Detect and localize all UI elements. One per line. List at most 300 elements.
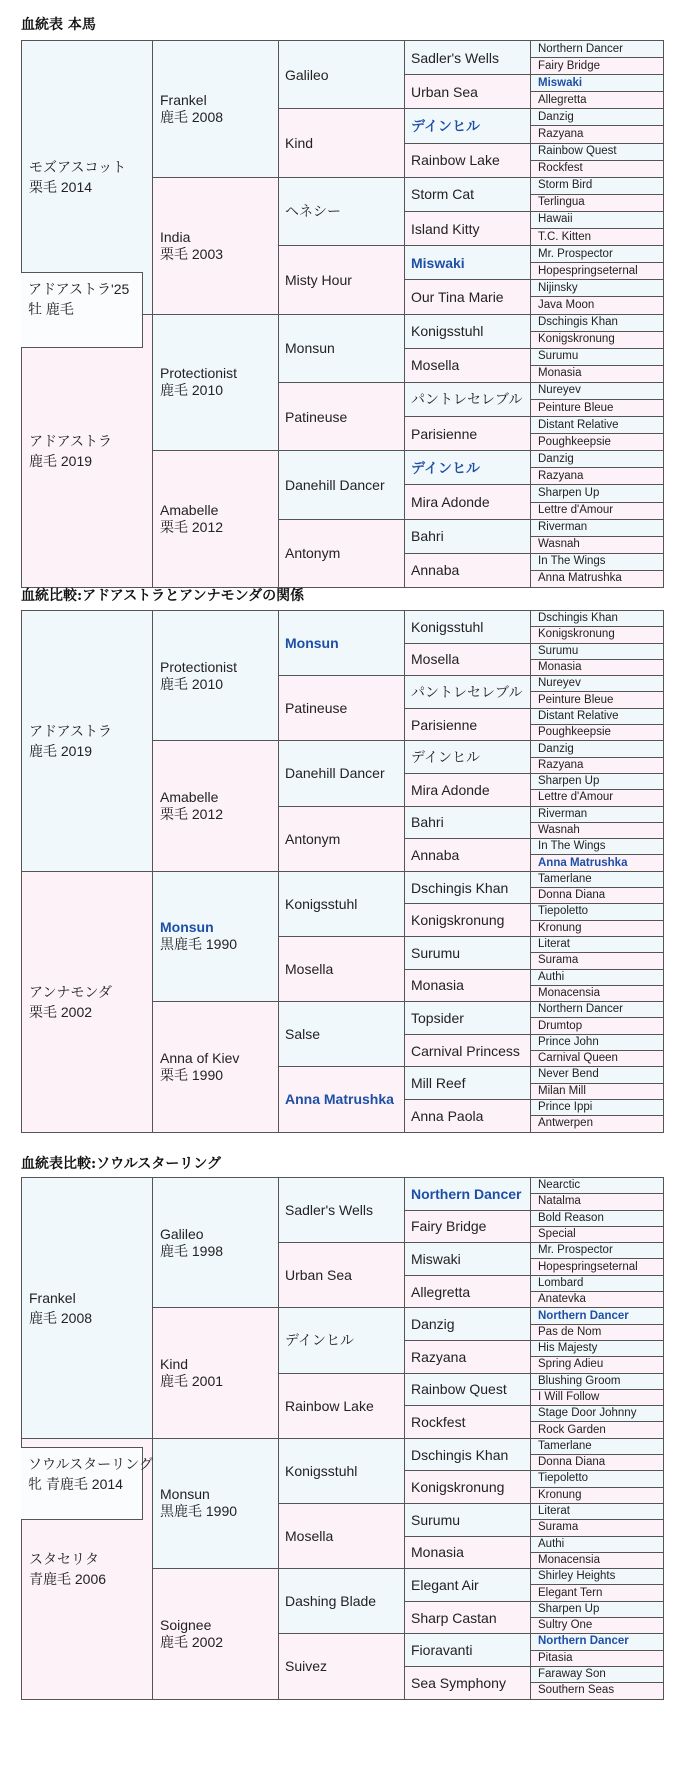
- ancestor-name: Kind: [285, 135, 314, 152]
- ancestor-gen2: [153, 314, 279, 451]
- ancestor-gen5: [531, 839, 664, 855]
- ancestor-name: Dashing Blade: [285, 1593, 377, 1610]
- ancestor-name: Mosella: [411, 357, 460, 374]
- ancestor-gen4: [405, 75, 531, 109]
- ancestor-name: Miswaki: [538, 76, 583, 89]
- ancestor-name: Monsun: [285, 635, 339, 652]
- ancestor-gen3: [279, 611, 405, 676]
- ancestor-name: Mira Adonde: [411, 781, 490, 798]
- ancestor-name: Bold Reason: [538, 1211, 604, 1224]
- ancestor-gen4: [405, 417, 531, 451]
- ancestor-gen3: [279, 871, 405, 936]
- ancestor-gen4: [405, 904, 531, 937]
- ancestor-gen4: [405, 1503, 531, 1536]
- ancestor-name: Terlingua: [538, 196, 585, 209]
- ancestor-name: Dschingis Khan: [538, 316, 618, 329]
- ancestor-name: アンナモンダ: [29, 983, 112, 1000]
- ancestor-gen4: [405, 553, 531, 587]
- ancestor-gen5: [531, 1503, 664, 1519]
- ancestor-name: Protectionist: [160, 658, 238, 675]
- ancestor-name: Stage Door Johnny: [538, 1407, 637, 1420]
- ancestor-gen2: [153, 611, 279, 741]
- ancestor-gen5: [531, 627, 664, 643]
- ancestor-name: Mr. Prospector: [538, 1244, 613, 1257]
- ancestor-name: I Will Follow: [538, 1391, 600, 1403]
- ancestor-name: Nureyev: [538, 677, 581, 690]
- ancestor-gen5: [531, 382, 664, 399]
- ancestor-name: Rockfest: [411, 1413, 466, 1430]
- ancestor-name: Tamerlane: [538, 872, 592, 885]
- ancestor-gen4: [405, 1067, 531, 1100]
- ancestor-gen2: [153, 741, 279, 871]
- ancestor-gen4: [405, 1601, 531, 1634]
- ancestor-gen3: [279, 382, 405, 450]
- ancestor-info: 黒鹿毛 1990: [160, 936, 238, 953]
- ancestor-name: Anatevka: [538, 1293, 586, 1306]
- ancestor-gen5: [531, 502, 664, 519]
- ancestor-name: Frankel: [160, 91, 207, 108]
- ancestor-name: Poughkeepsie: [538, 726, 611, 739]
- ancestor-name: Distant Relative: [538, 418, 619, 431]
- pedigree-table: [21, 610, 664, 1133]
- ancestor-gen5: [531, 1194, 664, 1210]
- section-title: 血統比較:アドアストラとアンナモンダの関係: [21, 588, 305, 604]
- ancestor-gen5: [531, 676, 664, 692]
- ancestor-name: Konigsstuhl: [411, 323, 484, 340]
- ancestor-gen5: [531, 1422, 664, 1438]
- ancestor-gen3: [279, 741, 405, 806]
- ancestor-name: Hawaii: [538, 213, 573, 226]
- ancestor-gen5: [531, 143, 664, 160]
- ancestor-name: Mr. Prospector: [538, 247, 613, 260]
- ancestor-name: Lettre d'Amour: [538, 504, 614, 517]
- ancestor-gen5: [531, 969, 664, 985]
- ancestor-gen5: [531, 936, 664, 952]
- ancestor-gen5: [531, 1618, 664, 1634]
- ancestor-info: 鹿毛 2019: [29, 452, 93, 469]
- ancestor-gen5: [531, 757, 664, 773]
- ancestor-gen2: [153, 1438, 279, 1568]
- ancestor-name: Anna Matrushka: [538, 572, 622, 585]
- ancestor-gen5: [531, 1601, 664, 1617]
- ancestor-name: In The Wings: [538, 555, 606, 568]
- subject-name: アドアストラ'25: [28, 281, 130, 297]
- ancestor-gen4: [405, 1438, 531, 1471]
- ancestor-gen5: [531, 570, 664, 587]
- ancestor-name: Monasia: [411, 977, 464, 994]
- ancestor-name: Lettre d'Amour: [538, 791, 614, 804]
- ancestor-name: Fioravanti: [411, 1642, 473, 1659]
- ancestor-gen5: [531, 75, 664, 92]
- ancestor-gen3: [279, 519, 405, 587]
- ancestor-gen4: [405, 1471, 531, 1504]
- ancestor-info: 鹿毛 2010: [160, 382, 224, 399]
- ancestor-gen5: [531, 177, 664, 194]
- ancestor-name: Literat: [538, 938, 570, 951]
- subject-horse-box: [21, 272, 143, 348]
- ancestor-name: Salse: [285, 1026, 321, 1043]
- ancestor-gen5: [531, 659, 664, 675]
- ancestor-gen5: [531, 1018, 664, 1034]
- ancestor-gen5: [531, 58, 664, 75]
- subject-info: 牝 青鹿毛 2014: [28, 1476, 123, 1492]
- ancestor-gen2: [153, 1002, 279, 1132]
- ancestor-gen4: [405, 1373, 531, 1406]
- ancestor-gen5: [531, 1683, 664, 1699]
- ancestor-name: Nureyev: [538, 384, 581, 397]
- ancestor-name: Patineuse: [285, 408, 348, 425]
- ancestor-gen4: [405, 773, 531, 806]
- ancestor-gen3: [279, 451, 405, 519]
- ancestor-name: Northern Dancer: [538, 1635, 629, 1648]
- ancestor-gen2: [153, 41, 279, 178]
- ancestor-gen4: [405, 1178, 531, 1211]
- ancestor-gen3: [279, 1503, 405, 1568]
- ancestor-gen5: [531, 126, 664, 143]
- ancestor-name: Sea Symphony: [411, 1674, 506, 1691]
- ancestor-info: 栗毛 2002: [29, 1003, 93, 1020]
- ancestor-name: Elegant Tern: [538, 1586, 603, 1599]
- ancestor-name: Rainbow Quest: [411, 1381, 507, 1398]
- ancestor-gen5: [531, 692, 664, 708]
- ancestor-gen4: [405, 1406, 531, 1439]
- ancestor-name: Galileo: [285, 66, 329, 83]
- ancestor-name: Konigskronung: [538, 333, 615, 346]
- ancestor-gen5: [531, 1340, 664, 1356]
- ancestor-info: 栗毛 2012: [160, 519, 224, 536]
- ancestor-name: Southern Seas: [538, 1684, 615, 1697]
- ancestor-info: 鹿毛 2010: [160, 675, 224, 692]
- ancestor-gen5: [531, 806, 664, 822]
- ancestor-name: Drumtop: [538, 1019, 583, 1032]
- ancestor-name: Razyana: [411, 1348, 467, 1365]
- ancestor-gen5: [531, 1002, 664, 1018]
- ancestor-name: Dschingis Khan: [538, 612, 618, 625]
- ancestor-info: 栗毛 2014: [29, 179, 93, 196]
- ancestor-name: Peinture Bleue: [538, 401, 614, 414]
- ancestor-name: Northern Dancer: [538, 1309, 629, 1322]
- ancestor-name: Poughkeepsie: [538, 435, 611, 448]
- ancestor-name: Annaba: [411, 846, 460, 863]
- ancestor-name: Authi: [538, 1537, 565, 1550]
- ancestor-gen5: [531, 365, 664, 382]
- ancestor-gen5: [531, 536, 664, 553]
- ancestor-name: Bahri: [411, 528, 444, 545]
- ancestor-name: Mosella: [285, 1528, 334, 1545]
- ancestor-gen5: [531, 1634, 664, 1650]
- ancestor-gen5: [531, 1455, 664, 1471]
- ancestor-name: Rainbow Lake: [285, 1397, 374, 1414]
- ancestor-name: Konigskronung: [538, 628, 615, 641]
- ancestor-name: Our Tina Marie: [411, 288, 504, 305]
- ancestor-gen5: [531, 855, 664, 871]
- ancestor-gen3: [279, 41, 405, 109]
- ancestor-gen5: [531, 1406, 664, 1422]
- ancestor-name: アドアストラ: [29, 432, 113, 449]
- ancestor-name: Danzig: [538, 742, 574, 755]
- ancestor-gen5: [531, 708, 664, 724]
- ancestor-gen4: [405, 1243, 531, 1276]
- ancestor-gen1: [22, 611, 153, 872]
- ancestor-name: Anna of Kiev: [160, 1049, 240, 1066]
- ancestor-gen3: [279, 1569, 405, 1634]
- ancestor-name: Dschingis Khan: [411, 879, 509, 896]
- ancestor-info: 鹿毛 2001: [160, 1373, 224, 1390]
- ancestor-gen5: [531, 871, 664, 887]
- ancestor-gen2: [153, 1178, 279, 1308]
- ancestor-gen4: [405, 1634, 531, 1667]
- ancestor-name: Frankel: [29, 1289, 76, 1306]
- ancestor-gen5: [531, 519, 664, 536]
- ancestor-name: Konigskronung: [411, 912, 505, 929]
- ancestor-gen4: [405, 41, 531, 75]
- ancestor-name: Sadler's Wells: [411, 49, 499, 66]
- ancestor-gen5: [531, 1373, 664, 1389]
- ancestor-gen5: [531, 725, 664, 741]
- ancestor-gen5: [531, 314, 664, 331]
- ancestor-gen5: [531, 1569, 664, 1585]
- ancestor-name: Never Bend: [538, 1068, 599, 1081]
- ancestor-gen4: [405, 839, 531, 872]
- ancestor-name: Island Kitty: [411, 220, 480, 237]
- ancestor-gen1: [22, 871, 153, 1132]
- ancestor-name: Parisienne: [411, 425, 478, 442]
- ancestor-name: Monasia: [411, 1544, 464, 1561]
- ancestor-gen5: [531, 643, 664, 659]
- ancestor-name: Donna Diana: [538, 1456, 606, 1469]
- ancestor-gen4: [405, 1210, 531, 1243]
- ancestor-name: Rainbow Quest: [538, 145, 617, 158]
- ancestor-name: Milan Mill: [538, 1084, 586, 1097]
- ancestor-name: Parisienne: [411, 716, 478, 733]
- ancestor-name: Sharpen Up: [538, 775, 600, 788]
- ancestor-gen5: [531, 1275, 664, 1291]
- ancestor-gen4: [405, 1034, 531, 1067]
- ancestor-gen3: [279, 177, 405, 245]
- ancestor-gen5: [531, 773, 664, 789]
- ancestor-gen5: [531, 109, 664, 126]
- ancestor-name: Razyana: [538, 758, 584, 771]
- ancestor-name: Allegretta: [411, 1283, 471, 1300]
- ancestor-gen3: [279, 1308, 405, 1373]
- ancestor-name: Monacensia: [538, 1553, 601, 1566]
- ancestor-gen3: [279, 1067, 405, 1132]
- ancestor-name: Allegretta: [538, 93, 587, 106]
- ancestor-name: Anna Paola: [411, 1107, 484, 1124]
- ancestor-name: Wasnah: [538, 538, 580, 551]
- ancestor-name: デインヒル: [411, 749, 481, 766]
- ancestor-gen5: [531, 1034, 664, 1050]
- ancestor-name: Danzig: [538, 452, 574, 465]
- ancestor-gen3: [279, 314, 405, 382]
- ancestor-name: Antwerpen: [538, 1117, 593, 1130]
- ancestor-gen2: [153, 451, 279, 588]
- ancestor-gen5: [531, 417, 664, 434]
- ancestor-gen4: [405, 676, 531, 709]
- ancestor-gen5: [531, 1051, 664, 1067]
- ancestor-name: Special: [538, 1228, 576, 1241]
- ancestor-name: Pitasia: [538, 1651, 573, 1664]
- subject-info: 牡 鹿毛: [28, 301, 74, 317]
- ancestor-gen5: [531, 229, 664, 246]
- ancestor-gen4: [405, 1099, 531, 1132]
- ancestor-name: Urban Sea: [285, 1267, 352, 1284]
- ancestor-name: Surama: [538, 1521, 579, 1534]
- ancestor-gen2: [153, 1308, 279, 1438]
- ancestor-info: 鹿毛 2019: [29, 742, 93, 759]
- ancestor-gen4: [405, 936, 531, 969]
- ancestor-name: Hopespringseternal: [538, 1260, 638, 1273]
- pedigree-row: [22, 41, 664, 58]
- ancestor-gen5: [531, 1210, 664, 1226]
- ancestor-name: デインヒル: [411, 117, 481, 134]
- ancestor-name: Amabelle: [160, 502, 219, 519]
- ancestor-name: Kind: [160, 1356, 189, 1373]
- ancestor-info: 栗毛 1990: [160, 1066, 224, 1083]
- ancestor-gen5: [531, 1116, 664, 1132]
- ancestor-gen5: [531, 822, 664, 838]
- ancestor-name: Hopespringseternal: [538, 264, 638, 277]
- ancestor-name: Sharp Castan: [411, 1609, 497, 1626]
- ancestor-gen5: [531, 246, 664, 263]
- ancestor-name: Danzig: [538, 110, 574, 123]
- ancestor-gen4: [405, 611, 531, 644]
- ancestor-gen5: [531, 1178, 664, 1194]
- ancestor-gen4: [405, 211, 531, 245]
- ancestor-name: ヘネシー: [285, 203, 341, 220]
- ancestor-name: Donna Diana: [538, 889, 606, 902]
- ancestor-name: Topsider: [411, 1009, 464, 1026]
- ancestor-name: モズアスコット: [29, 159, 127, 176]
- ancestor-gen3: [279, 1634, 405, 1699]
- ancestor-name: Nearctic: [538, 1179, 581, 1192]
- ancestor-name: Carnival Princess: [411, 1042, 520, 1059]
- ancestor-gen4: [405, 280, 531, 314]
- ancestor-gen3: [279, 246, 405, 314]
- ancestor-gen4: [405, 1536, 531, 1569]
- ancestor-name: Antonym: [285, 830, 341, 847]
- ancestor-gen5: [531, 1083, 664, 1099]
- ancestor-gen2: [153, 871, 279, 1001]
- ancestor-gen5: [531, 263, 664, 280]
- ancestor-name: パントレセレブル: [411, 391, 523, 408]
- ancestor-gen5: [531, 280, 664, 297]
- ancestor-name: Nijinsky: [538, 281, 578, 294]
- ancestor-gen3: [279, 1243, 405, 1308]
- ancestor-gen5: [531, 1226, 664, 1242]
- ancestor-gen5: [531, 741, 664, 757]
- ancestor-gen2: [153, 1569, 279, 1699]
- ancestor-gen5: [531, 160, 664, 177]
- ancestor-name: Tiepoletto: [538, 905, 589, 918]
- ancestor-name: Konigsstuhl: [285, 895, 358, 912]
- ancestor-gen2: [153, 177, 279, 314]
- ancestor-name: Surumu: [411, 1511, 461, 1528]
- ancestor-gen5: [531, 41, 664, 58]
- ancestor-gen5: [531, 1308, 664, 1324]
- ancestor-info: 黒鹿毛 1990: [160, 1503, 238, 1520]
- ancestor-name: Kronung: [538, 921, 582, 934]
- ancestor-gen5: [531, 297, 664, 314]
- ancestor-name: Konigskronung: [411, 1479, 505, 1496]
- ancestor-name: Rock Garden: [538, 1423, 606, 1436]
- ancestor-name: パントレセレブル: [411, 683, 523, 700]
- ancestor-gen5: [531, 399, 664, 416]
- ancestor-name: Java Moon: [538, 298, 595, 311]
- ancestor-name: T.C. Kitten: [538, 230, 592, 243]
- ancestor-gen5: [531, 451, 664, 468]
- ancestor-name: Misty Hour: [285, 271, 352, 288]
- ancestor-gen4: [405, 246, 531, 280]
- ancestor-gen3: [279, 1438, 405, 1503]
- ancestor-gen4: [405, 177, 531, 211]
- ancestor-name: Patineuse: [285, 700, 348, 717]
- ancestor-gen5: [531, 1324, 664, 1340]
- ancestor-info: 栗毛 2012: [160, 806, 224, 823]
- ancestor-name: Shirley Heights: [538, 1570, 616, 1583]
- ancestor-name: Surumu: [538, 350, 579, 363]
- ancestor-gen5: [531, 194, 664, 211]
- ancestor-name: デインヒル: [411, 459, 481, 476]
- ancestor-name: In The Wings: [538, 840, 606, 853]
- ancestor-name: Danzig: [411, 1316, 455, 1333]
- ancestor-name: Riverman: [538, 521, 588, 534]
- pedigree-row: [22, 611, 664, 627]
- ancestor-name: Prince John: [538, 1035, 599, 1048]
- ancestor-name: Monasia: [538, 661, 582, 674]
- ancestor-name: Surama: [538, 954, 579, 967]
- ancestor-gen3: [279, 109, 405, 177]
- ancestor-gen5: [531, 1259, 664, 1275]
- ancestor-info: 鹿毛 1998: [160, 1242, 224, 1259]
- ancestor-info: 栗毛 2003: [160, 245, 224, 262]
- ancestor-name: Mill Reef: [411, 1075, 466, 1092]
- ancestor-gen5: [531, 1536, 664, 1552]
- ancestor-name: Storm Bird: [538, 179, 593, 192]
- ancestor-name: Konigsstuhl: [285, 1462, 358, 1479]
- ancestor-gen4: [405, 1340, 531, 1373]
- ancestor-gen5: [531, 1650, 664, 1666]
- ancestor-name: Antonym: [285, 545, 341, 562]
- ancestor-name: Sharpen Up: [538, 1602, 600, 1615]
- ancestor-name: Rainbow Lake: [411, 152, 500, 169]
- ancestor-info: 青鹿毛 2006: [29, 1570, 107, 1587]
- ancestor-name: Monsun: [285, 340, 335, 357]
- ancestor-name: Natalma: [538, 1195, 581, 1208]
- ancestor-name: Mosella: [411, 651, 460, 668]
- ancestor-name: Mira Adonde: [411, 494, 490, 511]
- ancestor-name: Wasnah: [538, 824, 580, 836]
- ancestor-name: スタセリタ: [29, 1550, 99, 1567]
- ancestor-name: Dschingis Khan: [411, 1446, 509, 1463]
- ancestor-gen4: [405, 1308, 531, 1341]
- ancestor-name: Konigsstuhl: [411, 618, 484, 635]
- ancestor-gen4: [405, 871, 531, 904]
- ancestor-gen4: [405, 969, 531, 1002]
- ancestor-name: デインヒル: [285, 1332, 355, 1349]
- ancestor-name: Elegant Air: [411, 1576, 479, 1593]
- ancestor-name: Fairy Bridge: [411, 1218, 487, 1235]
- ancestor-name: Monacensia: [538, 986, 601, 999]
- ancestor-name: Blushing Groom: [538, 1374, 621, 1387]
- ancestor-gen5: [531, 1666, 664, 1682]
- ancestor-gen4: [405, 1002, 531, 1035]
- ancestor-name: Monsun: [160, 919, 214, 936]
- ancestor-gen5: [531, 1243, 664, 1259]
- ancestor-gen3: [279, 676, 405, 741]
- pedigree-table: [21, 1177, 664, 1700]
- ancestor-gen4: [405, 485, 531, 519]
